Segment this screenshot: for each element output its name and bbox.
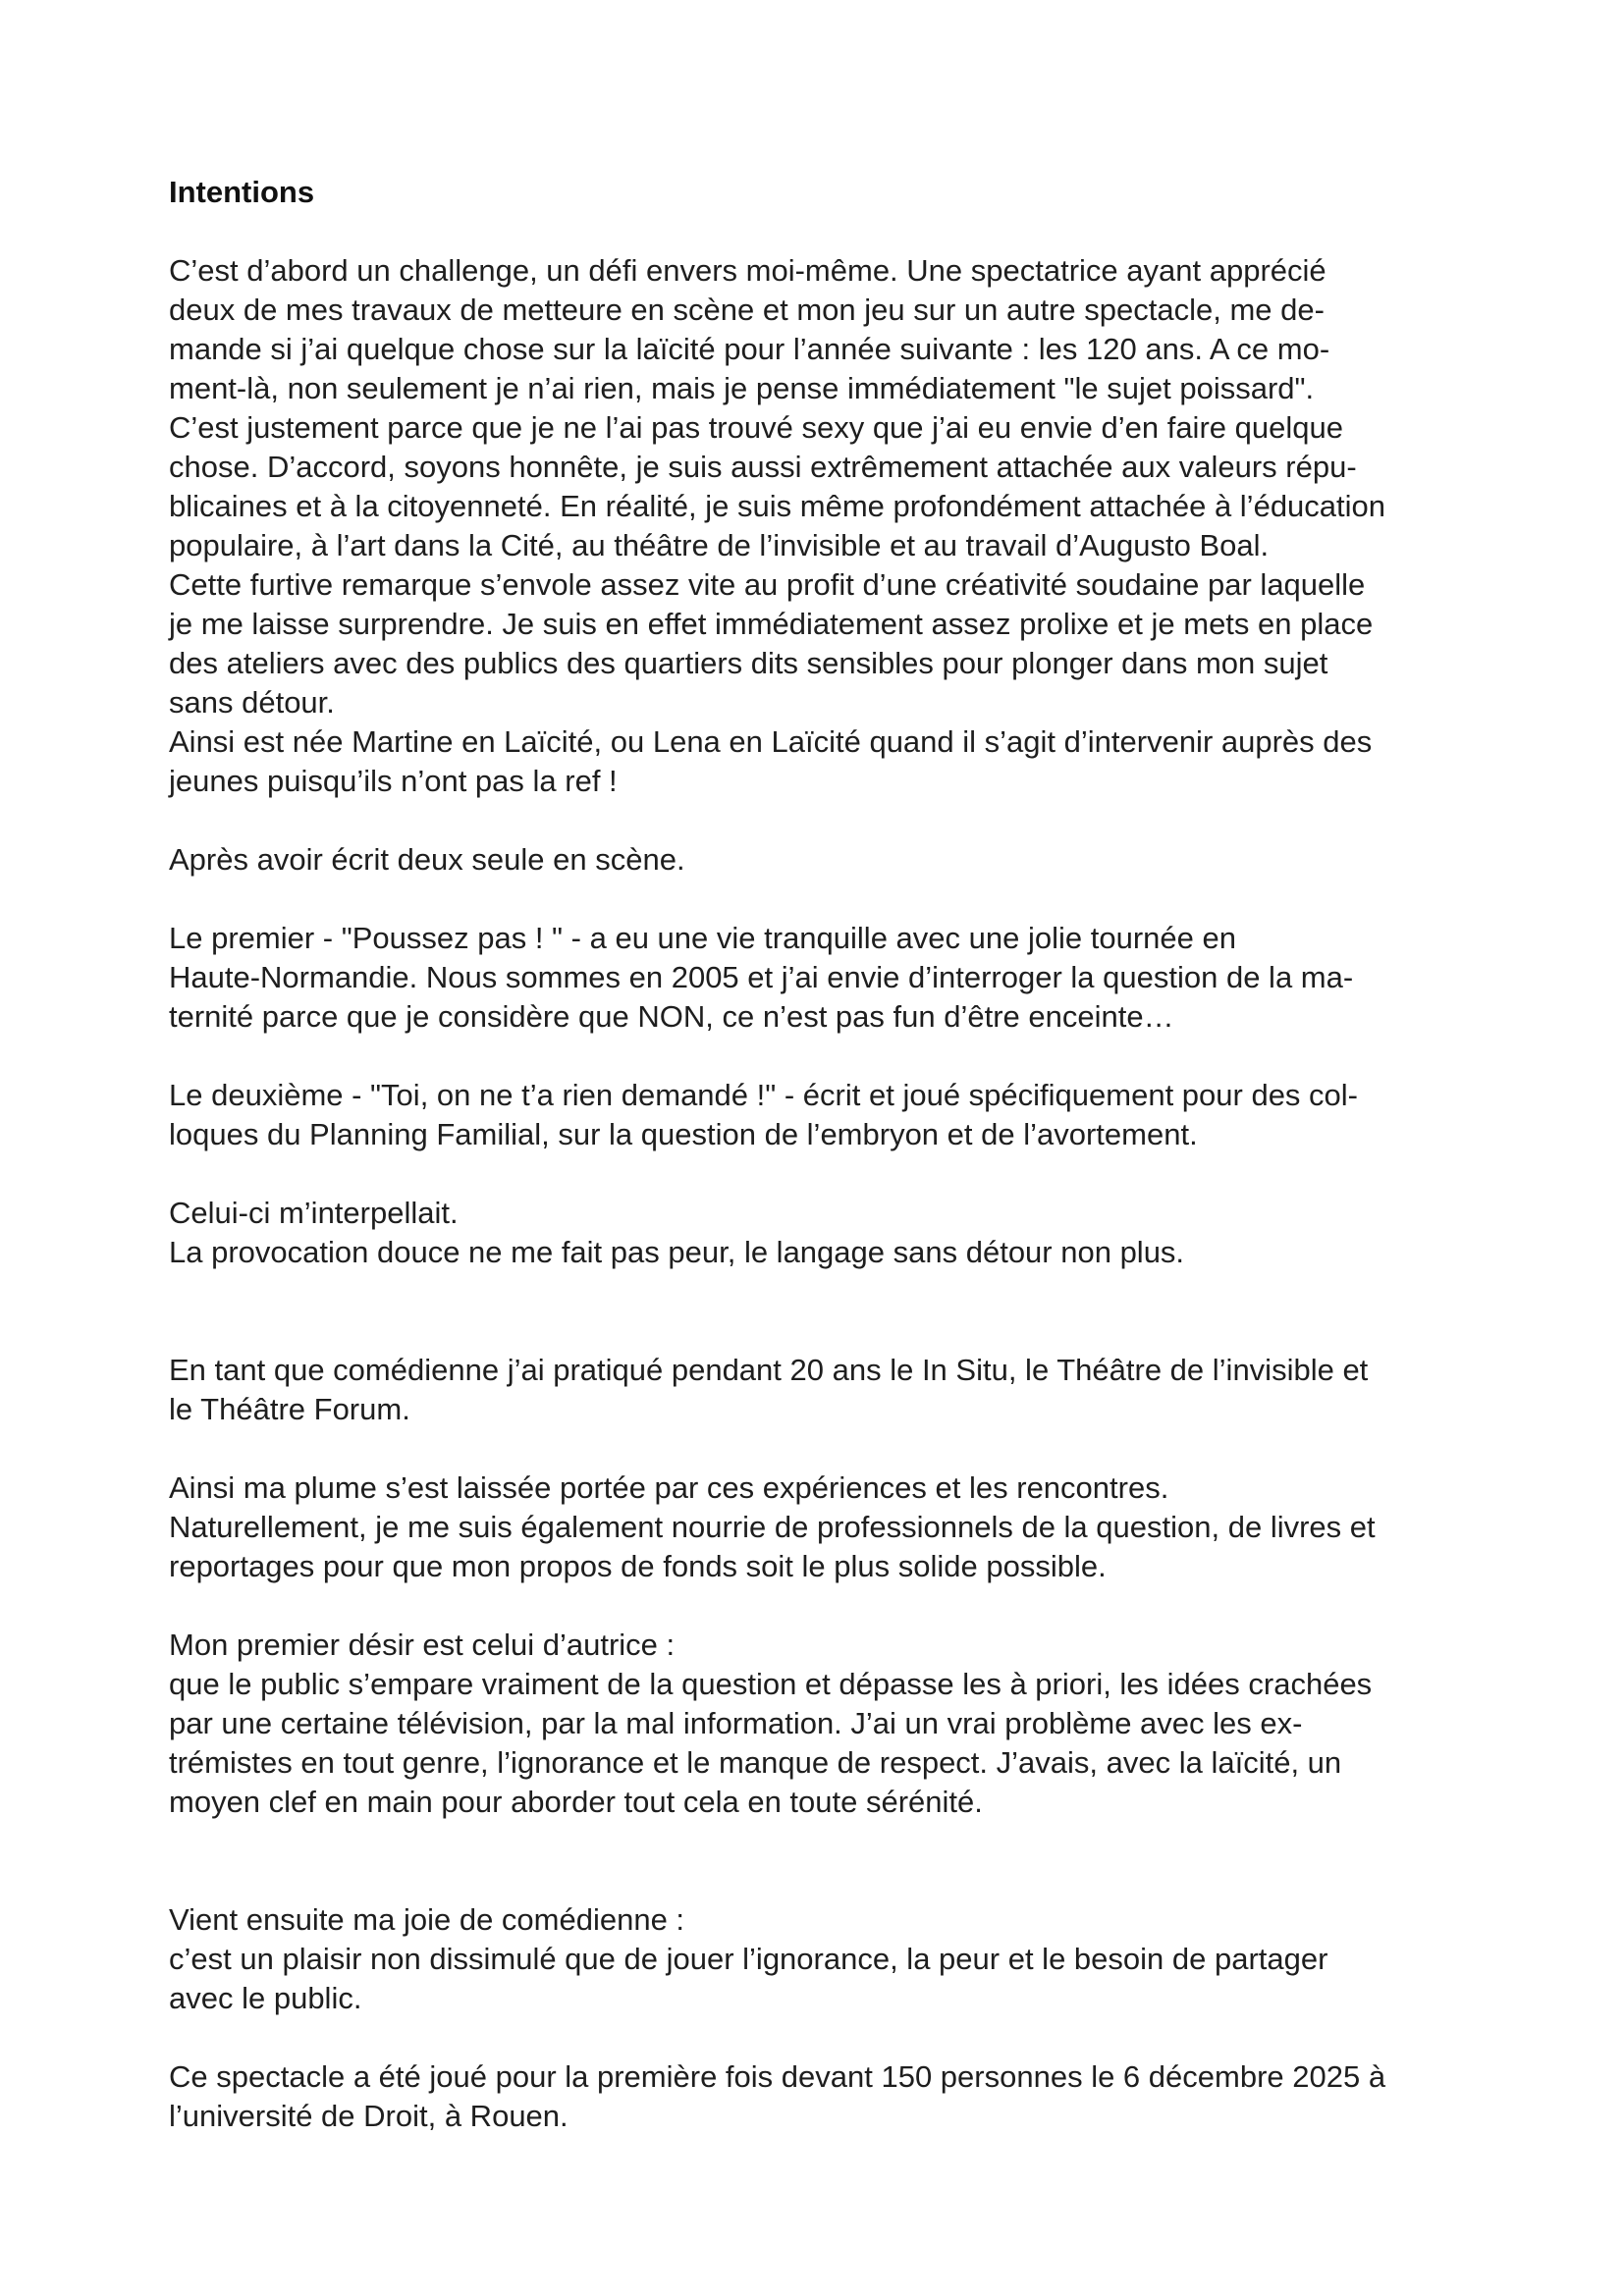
paragraph-spacer (169, 1586, 1475, 1626)
text-line: par une certaine télévision, par la mal information. J’ai un vrai problème avec les ex- (169, 1706, 1303, 1740)
paragraph (169, 1076, 1475, 1154)
text-line: populaire, à l’art dans la Cité, au théâtre de l’invisible et au travail d’Augusto Boal. (169, 528, 1270, 562)
text-line: C’est justement parce que je ne l’ai pas trouvé sexy que j’ai eu envie d’en faire quelque (169, 410, 1343, 445)
text-line: Le deuxième - "Toi, on ne t’a rien demandé !" - écrit et joué spécifiquement pour des col- (169, 1078, 1358, 1112)
paragraph-list (169, 251, 1475, 2136)
paragraph-spacer (169, 1429, 1475, 1468)
text-line: loques du Planning Familial, sur la question de l’embryon et de l’avortement. (169, 1117, 1198, 1151)
paragraph (169, 1626, 1475, 1822)
text-line: Ainsi ma plume s’est laissée portée par ces expériences et les rencontres. (169, 1470, 1169, 1505)
paragraph (169, 840, 1475, 880)
text-line: mande si j’ai quelque chose sur la laïcité pour l’année suivante : les 120 ans. A ce mo- (169, 332, 1330, 366)
paragraph-spacer (169, 1272, 1475, 1351)
text-line: Après avoir écrit deux seule en scène. (169, 842, 685, 877)
text-line: En tant que comédienne j’ai pratiqué pendant 20 ans le In Situ, le Théâtre de l’invisible et (169, 1353, 1369, 1387)
paragraph-spacer (169, 880, 1475, 919)
text-line: Vient ensuite ma joie de comédienne : (169, 1902, 685, 1937)
text-line: C’est d’abord un challenge, un défi envers moi-même. Une spectatrice ayant apprécié (169, 253, 1326, 288)
text-line: Ce spectacle a été joué pour la première fois devant 150 personnes le 6 décembre 2025 à (169, 2059, 1386, 2094)
text-line: jeunes puisqu’ils n’ont pas la ref ! (169, 764, 618, 798)
text-line: sans détour. (169, 685, 335, 720)
text-line: l’université de Droit, à Rouen. (169, 2099, 568, 2133)
text-line: Cette furtive remarque s’envole assez vite au profit d’une créativité soudaine par laquelle (169, 567, 1366, 602)
paragraph (169, 1900, 1475, 2018)
text-line: Celui-ci m’interpellait. (169, 1196, 459, 1230)
text-line: deux de mes travaux de metteure en scène et mon jeu sur un autre spectacle, me de- (169, 293, 1325, 327)
text-line: c’est un plaisir non dissimulé que de jouer l’ignorance, la peur et le besoin de partager (169, 1942, 1328, 1976)
text-line: trémistes en tout genre, l’ignorance et le manque de respect. J’avais, avec la laïcité, un (169, 1745, 1342, 1780)
text-line: je me laisse surprendre. Je suis en effet immédiatement assez prolixe et je mets en place (169, 607, 1374, 641)
text-line: Mon premier désir est celui d’autrice : (169, 1628, 676, 1662)
paragraph (169, 2057, 1475, 2136)
text-line: Naturellement, je me suis également nourrie de professionnels de la question, de livres et (169, 1510, 1376, 1544)
text-line: moyen clef en main pour aborder tout cela en toute sérénité. (169, 1785, 983, 1819)
text-line: blicaines et à la citoyenneté. En réalité, je suis même profondément attachée à l’éducation (169, 489, 1386, 523)
paragraph (169, 919, 1475, 1037)
text-line: reportages pour que mon propos de fonds soit le plus solide possible. (169, 1549, 1107, 1583)
text-line: que le public s’empare vraiment de la question et dépasse les à priori, les idées crachées (169, 1667, 1373, 1701)
text-line: ment-là, non seulement je n’ai rien, mais je pense immédiatement "le sujet poissard". (169, 371, 1315, 405)
paragraph (169, 251, 1475, 801)
document-body (169, 173, 1475, 2136)
text-line: chose. D’accord, soyons honnête, je suis aussi extrêmement attachée aux valeurs répu- (169, 450, 1357, 484)
text-line: ternité parce que je considère que NON, ce n’est pas fun d’être enceinte… (169, 999, 1174, 1034)
paragraph (169, 1194, 1475, 1272)
paragraph-spacer (169, 1822, 1475, 1900)
text-line: Ainsi est née Martine en Laïcité, ou Lena en Laïcité quand il s’agit d’intervenir auprès des (169, 724, 1373, 759)
paragraph-spacer (169, 1037, 1475, 1076)
text-line: avec le public. (169, 1981, 362, 2015)
paragraph-spacer (169, 2018, 1475, 2057)
paragraph-spacer (169, 801, 1475, 840)
paragraph-spacer (169, 1154, 1475, 1194)
paragraph (169, 1468, 1475, 1586)
text-line: des ateliers avec des publics des quartiers dits sensibles pour plonger dans mon sujet (169, 646, 1328, 680)
text-line: le Théâtre Forum. (169, 1392, 410, 1426)
text-line: Le premier - "Poussez pas ! " - a eu une vie tranquille avec une jolie tournée en (169, 921, 1236, 955)
text-line: Haute-Normandie. Nous sommes en 2005 et j’ai envie d’interroger la question de la ma- (169, 960, 1354, 994)
page-title: Intentions (169, 175, 315, 209)
text-line: La provocation douce ne me fait pas peur, le langage sans détour non plus. (169, 1235, 1185, 1269)
paragraph (169, 1351, 1475, 1429)
